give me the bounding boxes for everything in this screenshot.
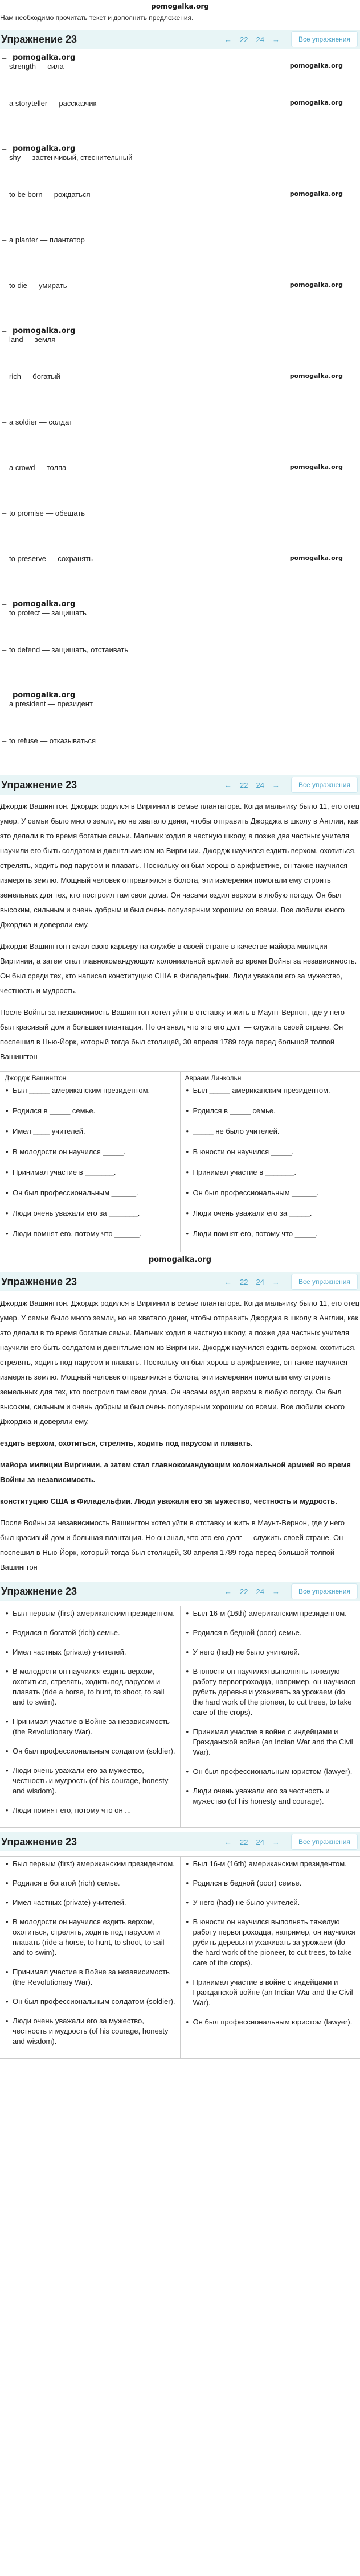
- next-page-link[interactable]: 24: [256, 1837, 264, 1846]
- all-exercises-button[interactable]: Все упражнения: [291, 1583, 358, 1599]
- watermark: – pomogalka.org: [13, 54, 76, 62]
- paragraph: [0, 1436, 360, 1451]
- pager: [224, 781, 280, 789]
- comparison-table-2: [0, 1606, 360, 1828]
- list-item: • Был _____ американским президентом.: [5, 1085, 175, 1096]
- bold-text: конституцию США в Филадельфии. Люди уважали его за мужество, честность и мудрость.: [0, 1497, 337, 1505]
- prev-page-link[interactable]: 22: [240, 1277, 248, 1286]
- list-item: • Он был профессиональным солдатом (soldier).: [5, 1997, 175, 2007]
- pager: [224, 1838, 280, 1846]
- list-item: • Люди очень уважали его за мужество, честность и мудрость (of his courage, honesty and wisdom).: [5, 1766, 175, 1796]
- watermark: pomogalka.org: [289, 99, 343, 106]
- intro-text: Нам необходимо прочитать текст и дополнить предложения.: [0, 14, 194, 22]
- watermark: – pomogalka.org: [13, 145, 76, 153]
- all-exercises-button[interactable]: Все упражнения: [291, 1274, 358, 1290]
- prev-arrow-icon[interactable]: ←: [224, 1587, 232, 1596]
- list-item: • Принимал участие в Войне за независимость (the Revolutionary War).: [5, 1717, 175, 1737]
- list-item: • Принимал участие в войне с индейцами и Гражданской войне (an Indian War and the Civil War).: [185, 1977, 356, 2008]
- list-item: – to die — умирать pomogalka.org: [0, 281, 360, 327]
- vocab-list: [0, 54, 360, 771]
- next-arrow-icon[interactable]: →: [272, 35, 280, 44]
- list-item: • Родился в _____ семье.: [185, 1106, 356, 1116]
- list-item: – a crowd — толпа pomogalka.org: [0, 463, 360, 509]
- list-item: – to refuse — отказываться: [0, 736, 360, 771]
- paragraph: Джордж Вашингтон. Джордж родился в Виргинии в семье плантатора. Когда мальчику было 11, его отец умер. У семьи было много земли, но не хватало денег, чтобы отправить Джорджа в школу в Англии, как это делали в то время богатые семьи. Мальчик ходил в частную школу, а позже два частных учителя научили его быть солдатом и джентльменом из Виргинии. Джордж научился ездить верхом, охотиться, стрелять, ходить под парусом и плавать. Поскольку он был хорош в арифметике, он также научился измерять землю. Мощный человек отправлялся в болота, эти измерения помогали ему строить земельных для тех, кто построил там свои дома. Он часами ездил верхом в любую погоду. Он был высоким, сильным и очень добрым и был очень популярным хорошим со всеми. Все любили юного Джорджа и доверяли ему.: [0, 1299, 360, 1426]
- list-item: • Был первым (first) американским президентом.: [5, 1859, 175, 1869]
- story-text: [0, 799, 360, 1064]
- next-arrow-icon[interactable]: →: [272, 1587, 280, 1596]
- list-item: • Родился в _____ семье.: [5, 1106, 175, 1116]
- list-item: • У него (had) не было учителей.: [185, 1647, 356, 1657]
- prev-page-link[interactable]: 22: [240, 1837, 248, 1846]
- exercise-title: Упражнение 23: [1, 33, 77, 45]
- list-item: • Принимал участие в войне с индейцами и Гражданской войне (an Indian War and the Civil War).: [185, 1727, 356, 1758]
- column-lincoln-answers: [180, 1606, 360, 1827]
- watermark: pomogalka.org: [289, 463, 343, 471]
- list-item: • Люди помнят его, потому что он ...: [5, 1805, 175, 1816]
- list-item: • _____ не было учителей.: [185, 1126, 356, 1137]
- watermark: pomogalka.org: [289, 62, 343, 69]
- list-item: – pomogalka.org a president — президент: [0, 691, 360, 736]
- comparison-table-1: [0, 1071, 360, 1252]
- list-item: – a soldier — солдат: [0, 418, 360, 463]
- watermark: pomogalka.org: [289, 190, 343, 197]
- list-item: • Родился в бедной (poor) семье.: [185, 1628, 356, 1638]
- list-item: • Он был профессиональным юристом (lawyer).: [185, 1767, 356, 1777]
- paragraph: После Войны за независимость Вашингтон хотел уйти в отставку и жить в Маунт-Вернон, где у него был красивый дом и большая плантация. Но он знал, что это его долг — служить своей стране. Он поспешил в Нью-Йорк, который тогда был столицей, 30 апреля 1789 года перед большой толпой Вашингтон: [0, 1008, 345, 1061]
- watermark: pomogalka.org: [289, 281, 343, 289]
- column-lincoln: [180, 1072, 360, 1252]
- prev-page-link[interactable]: 22: [240, 1587, 248, 1596]
- list-item: – a planter — плантатор: [0, 236, 360, 281]
- exercise-header-3: [0, 1272, 360, 1291]
- watermark: pomogalka.org: [289, 372, 343, 380]
- watermark: – pomogalka.org: [13, 600, 76, 608]
- bold-text: ездить верхом, охотиться, стрелять, ходить под парусом и плавать.: [0, 1439, 253, 1447]
- column-header: Авраам Линкольн: [185, 1074, 242, 1082]
- list-item: • Он был профессиональным ______.: [185, 1188, 356, 1198]
- prev-page-link[interactable]: 22: [240, 35, 248, 44]
- exercise-title: Упражнение 23: [1, 1275, 77, 1287]
- list-item: • Родился в богатой (rich) семье.: [5, 1878, 175, 1888]
- list-item: – to be born — рождаться pomogalka.org: [0, 190, 360, 236]
- bold-text: майора милиции Виргинии, а затем стал главнокомандующим колониальной армией во время Войны за независимость.: [0, 1460, 351, 1484]
- list-item: • Родился в бедной (poor) семье.: [185, 1878, 356, 1888]
- watermark: pomogalka.org: [148, 1256, 212, 1264]
- list-item: – pomogalka.org shy — застенчивый, стеснительный: [0, 145, 360, 190]
- list-item: • Имел частных (private) учителей.: [5, 1898, 175, 1908]
- paragraph: [0, 1494, 360, 1509]
- column-washington-answers: [0, 1606, 180, 1827]
- list-item: • Имел ____ учителей.: [5, 1126, 175, 1137]
- prev-arrow-icon[interactable]: ←: [224, 780, 232, 789]
- next-arrow-icon[interactable]: →: [272, 1277, 280, 1286]
- column-washington-answers: [0, 1857, 180, 2058]
- list-item: – rich — богатый pomogalka.org: [0, 372, 360, 418]
- all-exercises-button[interactable]: Все упражнения: [291, 31, 358, 47]
- next-page-link[interactable]: 24: [256, 780, 264, 789]
- paragraph: Джордж Вашингтон. Джордж родился в Виргинии в семье плантатора. Когда мальчику было 11, его отец умер. У семьи было много земли, но не хватало денег, чтобы отправить Джорджа в школу в Англии, как это делали в то время богатые семьи. Мальчик ходил в частную школу, а позже два частных учителя научили его быть солдатом и джентльменом из Виргинии. Джордж научился ездить верхом, охотиться, стрелять, ходить под парусом и плавать. Поскольку он был хорош в арифметике, он также научился измерять землю. Мощный человек отправлялся в болота, эти измерения помогали ему строить земельных для тех, кто построил там свои дома. Он часами ездил верхом в любую погоду. Он был высоким, сильным и очень добрым и был очень популярным хорошим со всеми. Все любили юного Джорджа и доверяли ему.: [0, 802, 360, 929]
- watermark: – pomogalka.org: [13, 691, 76, 699]
- list-item: – pomogalka.org land — земля: [0, 327, 360, 372]
- prev-arrow-icon[interactable]: ←: [224, 1277, 232, 1286]
- site-watermark: pomogalka.org: [151, 2, 209, 10]
- prev-arrow-icon[interactable]: ←: [224, 1837, 232, 1846]
- next-arrow-icon[interactable]: →: [272, 780, 280, 789]
- list-item: • У него (had) не было учителей.: [185, 1898, 356, 1908]
- exercise-title: Упражнение 23: [1, 1836, 77, 1847]
- list-item: • Был 16-м (16th) американским президентом.: [185, 1608, 356, 1619]
- all-exercises-button[interactable]: Все упражнения: [291, 1834, 358, 1850]
- list-item: • Люди помнят его, потому что _____.: [185, 1229, 356, 1239]
- list-item: • Имел частных (private) учителей.: [5, 1647, 175, 1657]
- list-item: • Люди очень уважали его за _______.: [5, 1208, 175, 1219]
- list-item: • Люди очень уважали его за _____.: [185, 1208, 356, 1219]
- list-item: • Был 16-м (16th) американским президентом.: [185, 1859, 356, 1869]
- next-page-link[interactable]: 24: [256, 1587, 264, 1596]
- list-item: • В молодости он научился _____.: [5, 1147, 175, 1157]
- list-item: • Был первым (first) американским президентом.: [5, 1608, 175, 1619]
- list-item: • В молодости он научился ездить верхом, охотиться, стрелять, ходить под парусом и плавать (ride a horse, to hunt, to shoot, to sail and to swim).: [5, 1666, 175, 1707]
- pager: [224, 1278, 280, 1286]
- watermark: pomogalka.org: [289, 554, 343, 562]
- column-lincoln-answers: [180, 1857, 360, 2058]
- list-item: – a storyteller — рассказчик pomogalka.org: [0, 99, 360, 145]
- list-item: – pomogalka.org strength — сила pomogalka.org: [0, 54, 360, 99]
- exercise-header-5: [0, 1832, 360, 1851]
- column-washington: [0, 1072, 180, 1252]
- prev-arrow-icon[interactable]: ←: [224, 35, 232, 44]
- list-item: • Принимал участие в _______.: [5, 1167, 175, 1178]
- list-item: • Люди очень уважали его за честность и мужество (of his honesty and courage).: [185, 1786, 356, 1807]
- exercise-header-1: [0, 30, 360, 49]
- exercise-header-4: [0, 1582, 360, 1601]
- list-item: • В юности он научился выполнять тяжелую работу первопроходца, например, он научился рубить деревья и ухаживать за урожаем (do the hard work of the pioneer, to cut trees, to take care of the crops).: [185, 1666, 356, 1718]
- list-item: – to promise — обещать: [0, 509, 360, 554]
- all-exercises-button[interactable]: Все упражнения: [291, 777, 358, 793]
- list-item: • Он был профессиональным юристом (lawyer).: [185, 2017, 356, 2027]
- comparison-table-3: [0, 1856, 360, 2059]
- list-item: • Принимал участие в _______.: [185, 1167, 356, 1178]
- list-item: • Был _____ американским президентом.: [185, 1085, 356, 1096]
- list-item: • Люди очень уважали его за мужество, честность и мудрость (of his courage, honesty and wisdom).: [5, 2016, 175, 2047]
- column-header: Джордж Вашингтон: [5, 1074, 67, 1082]
- pager: [224, 35, 280, 44]
- list-item: • Принимал участие в Войне за независимость (the Revolutionary War).: [5, 1967, 175, 1987]
- list-item: • Родился в богатой (rich) семье.: [5, 1628, 175, 1638]
- prev-page-link[interactable]: 22: [240, 780, 248, 789]
- next-page-link[interactable]: 24: [256, 1277, 264, 1286]
- list-item: – to defend — защищать, отстаивать: [0, 645, 360, 691]
- paragraph: [0, 1458, 360, 1487]
- pager: [224, 1587, 280, 1596]
- next-page-link[interactable]: 24: [256, 35, 264, 44]
- list-item: • Люди помнят его, потому что ______.: [5, 1229, 175, 1239]
- list-item: – to preserve — сохранять pomogalka.org: [0, 554, 360, 600]
- watermark: – pomogalka.org: [13, 327, 76, 335]
- paragraph: Джордж Вашингтон начал свою карьеру на службе в своей стране в качестве майора милиции Виргинии, а затем стал главнокомандующим колониальной армией во время Войны за независимость. Он был среди тех, кто написал конституцию США в Филадельфии. Люди уважали его за мужество, честность и мудрость.: [0, 942, 357, 995]
- list-item: – pomogalka.org to protect — защищать: [0, 600, 360, 645]
- list-item: • Он был профессиональным солдатом (soldier).: [5, 1746, 175, 1756]
- exercise-title: Упражнение 23: [1, 1585, 77, 1597]
- list-item: • Он был профессиональным ______.: [5, 1188, 175, 1198]
- list-item: • В юности он научился выполнять тяжелую работу первопроходца, например, он научился рубить деревья и ухаживать за урожаем (do the hard work of the pioneer, to cut trees, to take care of the crops).: [185, 1917, 356, 1968]
- list-item: • В молодости он научился ездить верхом, охотиться, стрелять, ходить под парусом и плавать (ride a horse, to hunt, to shoot, to sail and to swim).: [5, 1917, 175, 1958]
- story-text-bold: [0, 1296, 360, 1575]
- list-item: • В юности он научился _____.: [185, 1147, 356, 1157]
- exercise-header-2: [0, 775, 360, 795]
- paragraph: После Войны за независимость Вашингтон хотел уйти в отставку и жить в Маунт-Вернон, где у него был красивый дом и большая плантация. Но он знал, что это его долг — служить своей стране. Он поспешил в Нью-Йорк, который тогда был столицей, 30 апреля 1789 года перед большой толпой Вашингтон: [0, 1519, 345, 1571]
- next-arrow-icon[interactable]: →: [272, 1837, 280, 1846]
- exercise-title: Упражнение 23: [1, 779, 77, 791]
